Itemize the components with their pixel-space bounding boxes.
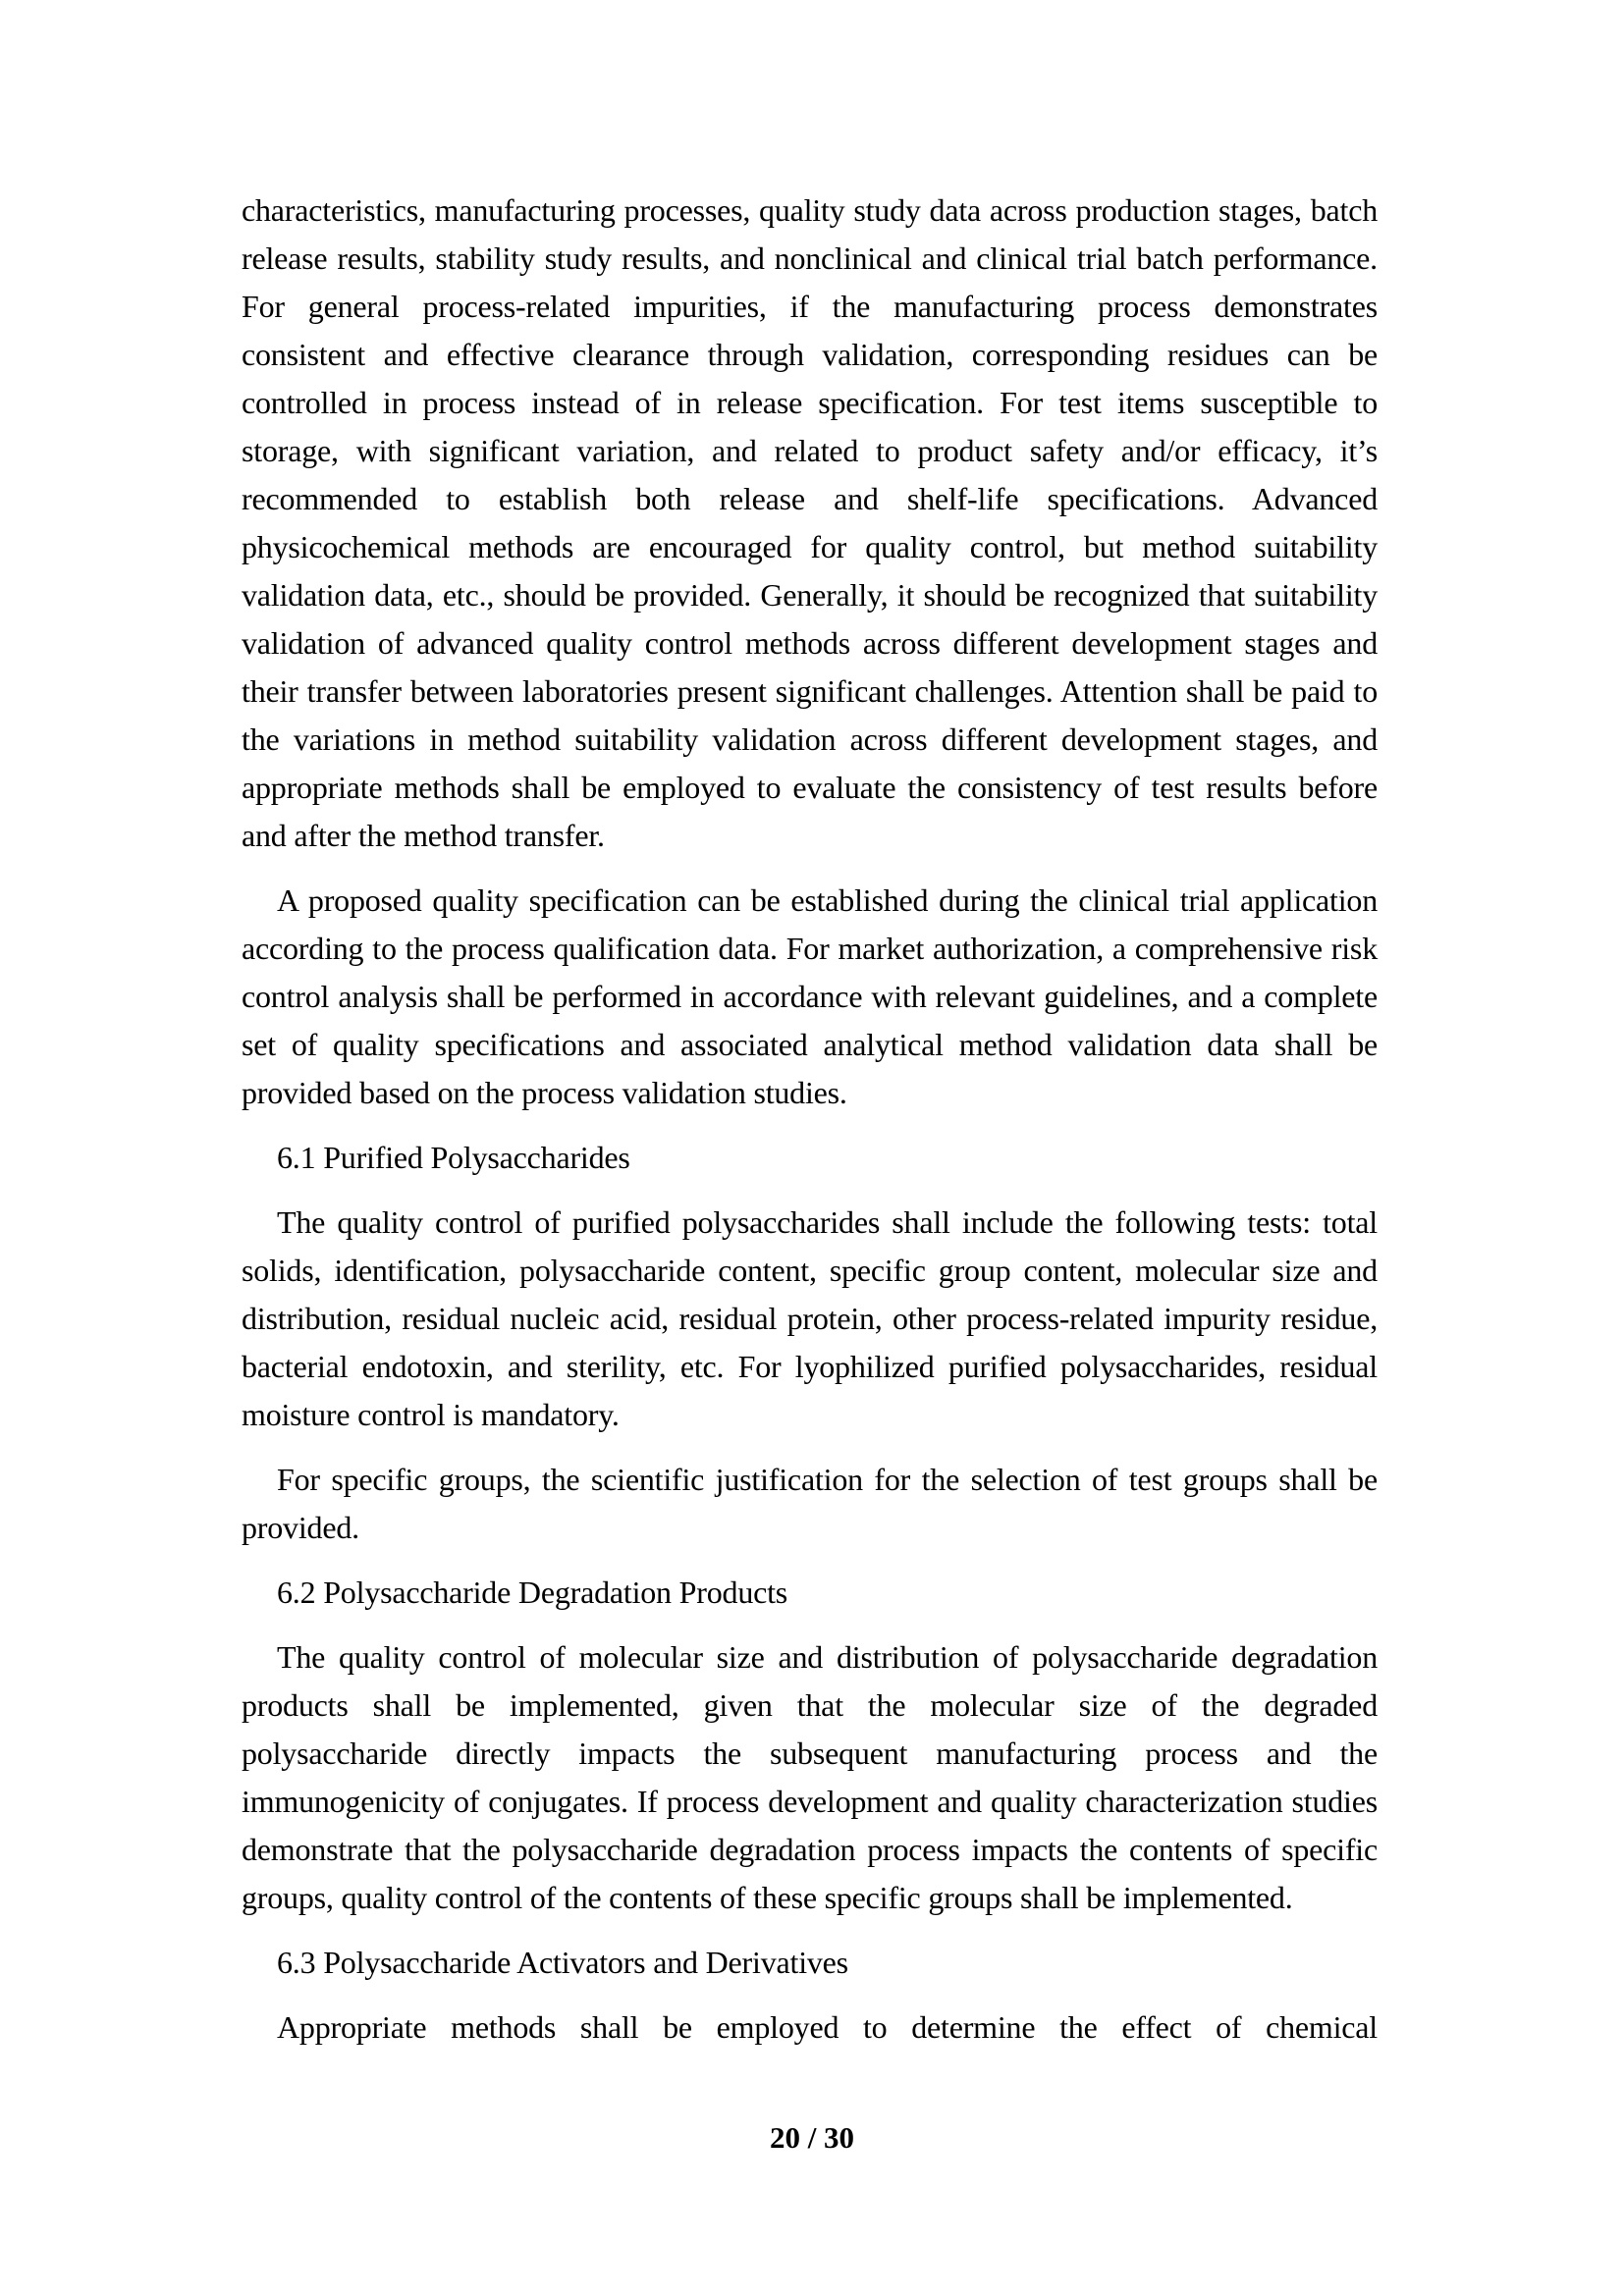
- page-number: 20 / 30: [769, 2120, 855, 2155]
- section-heading-6-1-purified-polysaccharides: 6.1 Purified Polysaccharides: [277, 1140, 630, 1175]
- paragraph-purified-polysaccharides-qc: The quality control of purified polysaccharides shall include the following tests: total solids, identification, polysaccharide content, specific group content, molecular size and distribution, residual nucleic acid, residual protein, other process-related impurity residue, bacterial endotoxin, and sterility, etc. For lyophilized purified polysaccharides, residual moisture control is mandatory.: [242, 1204, 1378, 1432]
- section-heading-6-2-degradation-products: 6.2 Polysaccharide Degradation Products: [277, 1575, 788, 1610]
- page-footer: [0, 2120, 1624, 2156]
- paragraph-proposed-quality-specification: A proposed quality specification can be established during the clinical trial application according to the process qualification data. For market authorization, a comprehensive risk control analysis shall be performed in accordance with relevant guidelines, and a complete set of quality specifications and associated analytical method validation data shall be provided based on the process validation studies.: [242, 882, 1378, 1110]
- paragraph-degradation-products-qc: The quality control of molecular size and distribution of polysaccharide degradation products shall be implemented, given that the molecular size of the degraded polysaccharide directly impacts the subsequent manufacturing process and the immunogenicity of conjugates. If process development and quality characterization studies demonstrate that the polysaccharide degradation process impacts the contents of specific groups, quality control of the contents of these specific groups shall be implemented.: [242, 1639, 1378, 1915]
- page-body-text: [242, 187, 1378, 2052]
- paragraph-specific-groups-justification: For specific groups, the scientific justification for the selection of test groups shall be provided.: [242, 1462, 1378, 1545]
- paragraph-activators-intro: Appropriate methods shall be employed to determine the effect of chemical: [277, 2009, 1378, 2045]
- section-heading-6-3-activators-derivatives: 6.3 Polysaccharide Activators and Derivatives: [277, 1945, 848, 1980]
- paragraph-specification-control: characteristics, manufacturing processes, quality study data across production stages, batch release results, stability study results, and nonclinical and clinical trial batch performance. For general process-related impurities, if the manufacturing process demonstrates consistent and effective clearance through validation, corresponding residues can be controlled in process instead of in release specification. For test items susceptible to storage, with significant variation, and related to product safety and/or efficacy, it’s recommended to establish both release and shelf-life specifications. Advanced physicochemical methods are encouraged for quality control, but method suitability validation data, etc., should be provided. Generally, it should be recognized that suitability validation of advanced quality control methods across different development stages and their transfer between laboratories present significant challenges. Attention shall be paid to the variations in method suitability validation across different development stages, and appropriate methods shall be employed to evaluate the consistency of test results before and after the method transfer.: [242, 192, 1378, 853]
